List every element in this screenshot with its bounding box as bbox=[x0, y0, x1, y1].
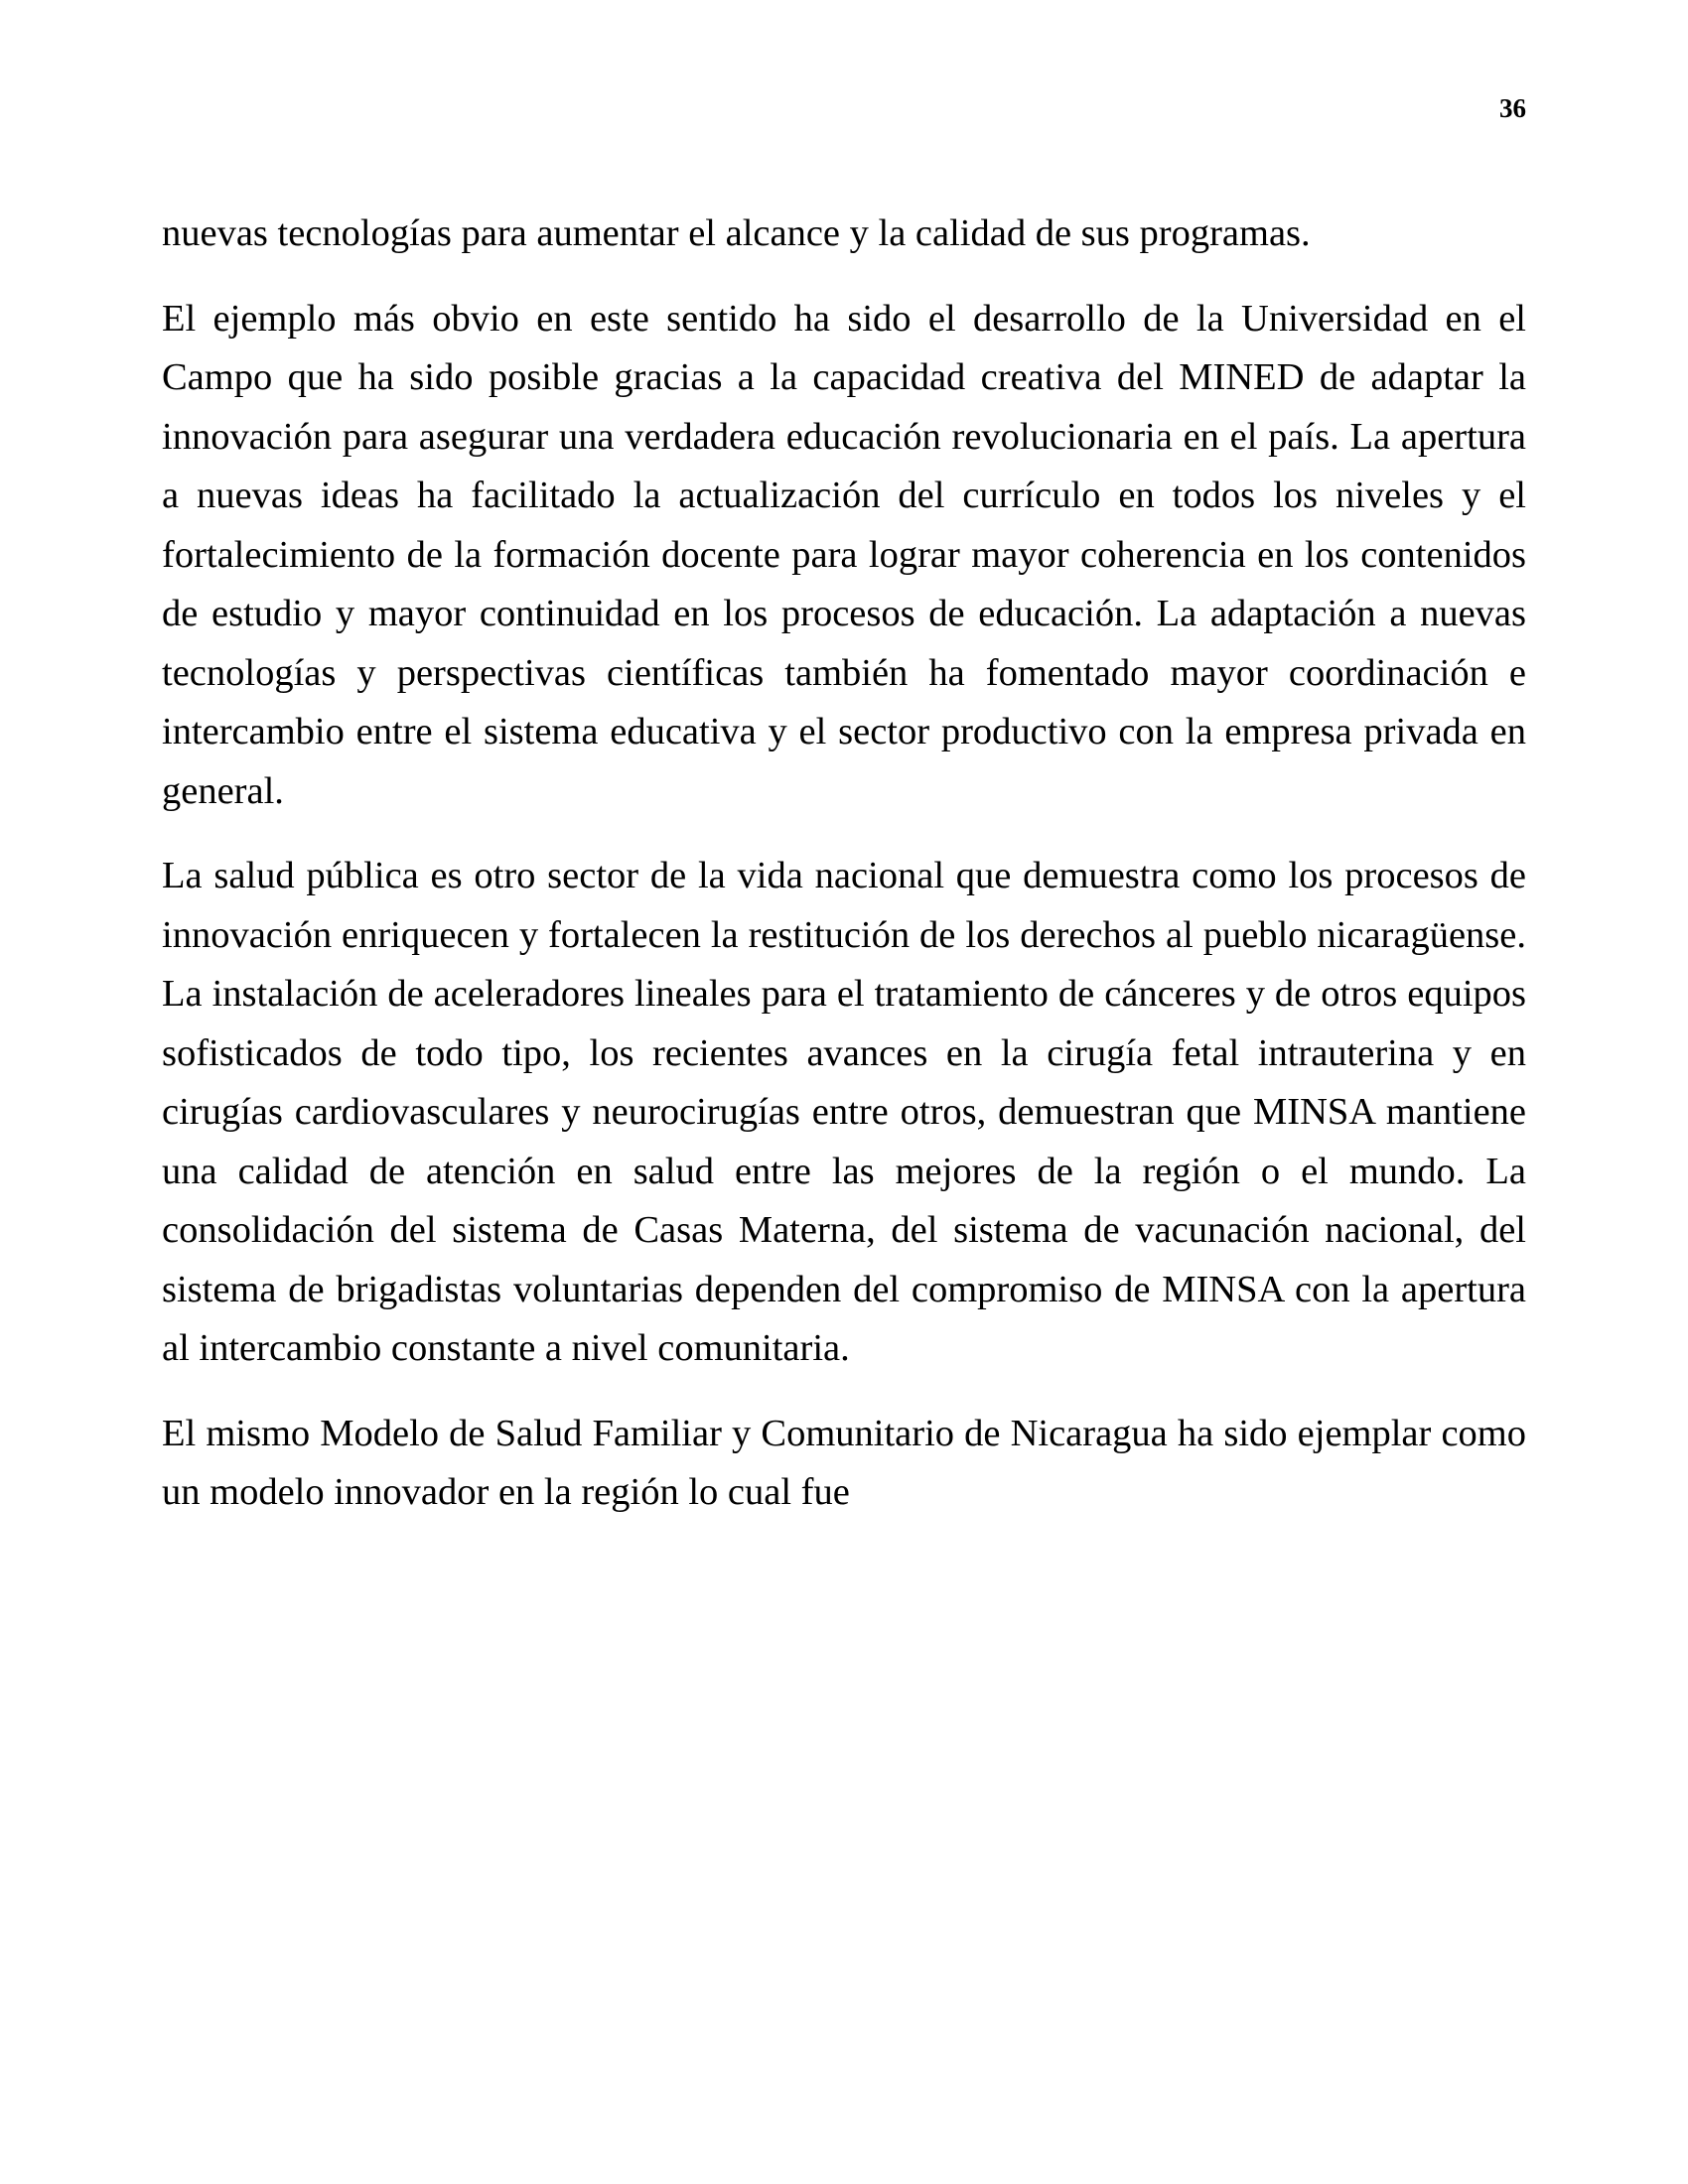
page-header bbox=[162, 95, 1526, 135]
paragraph-3: La salud pública es otro sector de la vida nacional que demuestra como los procesos de innovación enriquecen y fortalecen la restitución de los derechos al pueblo nicaragüense. La instalación de aceleradores lineales para el tratamiento de cánceres y de otros equipos sofisticados de todo tipo, los recientes avances en la cirugía fetal intrauterina y en cirugías cardiovasculares y neurocirugías entre otros, demuestran que MINSA mantiene una calidad de atención en salud entre las mejores de la región o el mundo. La consolidación del sistema de Casas Materna, del sistema de vacunación nacional, del sistema de brigadistas voluntarias dependen del compromiso de MINSA con la apertura al intercambio constante a nivel comunitaria. bbox=[162, 855, 1526, 1369]
paragraph-2: El ejemplo más obvio en este sentido ha sido el desarrollo de la Universidad en el Campo que ha sido posible gracias a la capacidad creativa del MINED de adaptar la innovación para asegurar una verdadera educación revolucionaria en el país. La apertura a nuevas ideas ha facilitado la actualización del currículo en todos los niveles y el fortalecimiento de la formación docente para lograr mayor coherencia en los contenidos de estudio y mayor continuidad en los procesos de educación. La adaptación a nuevas tecnologías y perspectivas científicas también ha fomentado mayor coordinación e intercambio entre el sistema educativa y el sector productivo con la empresa privada en general. bbox=[162, 297, 1526, 812]
page-number: 36 bbox=[1499, 93, 1526, 123]
paragraph-1: nuevas tecnologías para aumentar el alcance y la calidad de sus programas. bbox=[162, 212, 1311, 254]
paragraph-4: El mismo Modelo de Salud Familiar y Comunitario de Nicaragua ha sido ejemplar como un modelo innovador en la región lo cual fue bbox=[162, 1412, 1526, 1513]
body-text-column bbox=[162, 205, 1526, 1523]
